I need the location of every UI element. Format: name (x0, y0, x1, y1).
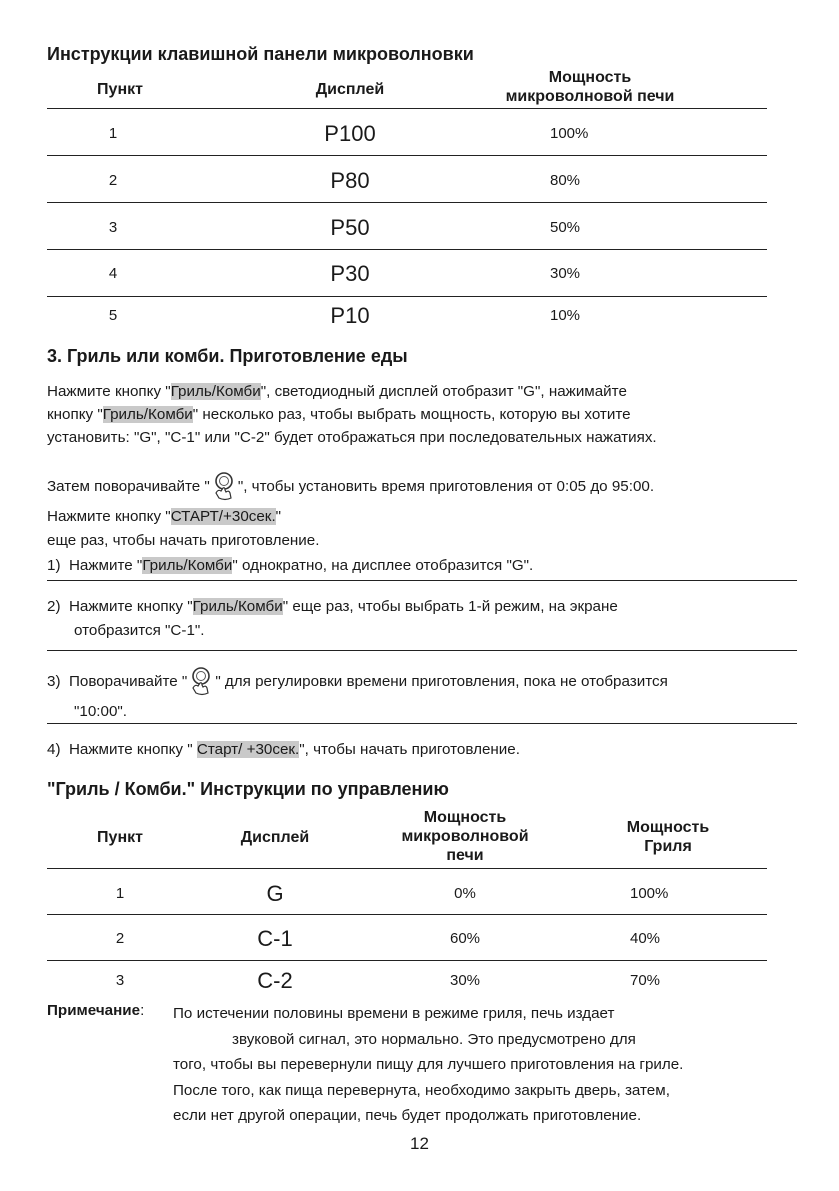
table-cell-mw-power: 30% (449, 972, 481, 989)
table-cell-display: P30 (330, 261, 370, 286)
section3-title: 3. Гриль или комби. Приготовление еды (47, 346, 408, 366)
table2-title: "Гриль / Комби." Инструкции по управлению (47, 779, 449, 799)
section3-paragraph-2: Затем поворачивайте " ", чтобы установить время приготовления от 0:05 до 95:00. (47, 471, 654, 501)
table-cell-grill-power: 40% (630, 930, 661, 947)
table-cell-item: 3 (115, 972, 125, 989)
table-cell-display: C-2 (257, 968, 293, 993)
button-label-start: СТАРТ/+30сек. (170, 508, 276, 525)
table-cell-item: 5 (108, 307, 118, 324)
table1-header-power: Мощность микроволновой печи (505, 69, 675, 105)
table1-rule (47, 249, 767, 250)
table1-rule (47, 155, 767, 156)
table-cell-mw-power: 0% (454, 885, 476, 902)
table-cell-power: 100% (550, 125, 589, 142)
table-cell-power: 30% (550, 265, 581, 282)
table-cell-item: 2 (115, 930, 125, 947)
step-divider (47, 650, 797, 651)
table-cell-item: 3 (108, 219, 118, 236)
table-cell-display: P100 (324, 121, 376, 146)
table-cell-mw-power: 60% (449, 930, 481, 947)
rotary-knob-icon (187, 666, 215, 696)
table-cell-item: 1 (115, 885, 125, 902)
table1-rule (47, 202, 767, 203)
table-cell-grill-power: 100% (630, 885, 669, 902)
table2-header-grill-power: Мощность Гриля (626, 819, 710, 855)
button-label-grill-combi: Гриль/Комби (192, 598, 283, 615)
note-text: По истечении половины времени в режиме гриля, печь издает звуковой сигнал, это нормально. Это предусмотрено для того, чтобы вы перевернули пищу для лучшего приготовления на гриле. После того, как пища перевернута, необходимо закрыть дверь, затем, если нет другой операции, печь будет продолжать приготовление. (173, 1005, 684, 1124)
table2-header-display: Дисплей (240, 829, 310, 846)
table-cell-power: 80% (550, 172, 581, 189)
table1-header-item: Пункт (97, 81, 143, 98)
note-label: Примечание: (47, 1002, 145, 1019)
button-label-start: Старт/ +30сек. (196, 741, 300, 758)
section3-paragraph-3: Нажмите кнопку "СТАРТ/+30сек." еще раз, чтобы начать приготовление. (47, 508, 320, 549)
button-label-grill-combi: Гриль/Комби (102, 406, 193, 423)
table1-header-display: Дисплей (315, 81, 385, 98)
table-cell-display: P80 (330, 168, 370, 193)
step-2: 2) Нажмите кнопку "Гриль/Комби" еще раз, чтобы выбрать 1-й режим, на экране отобразится "C-1". (47, 598, 618, 639)
table1-title: Инструкции клавишной панели микроволновки (47, 44, 474, 64)
button-label-grill-combi: Гриль/Комби (170, 383, 261, 400)
step-divider (47, 723, 797, 724)
table-cell-item: 2 (108, 172, 118, 189)
table-cell-power: 10% (550, 307, 581, 324)
table-cell-grill-power: 70% (630, 972, 661, 989)
table2-rule (47, 914, 767, 915)
button-label-grill-combi: Гриль/Комби (142, 557, 233, 574)
table-cell-display: G (266, 881, 284, 906)
table2-rule (47, 960, 767, 961)
page-number: 12 (410, 1134, 429, 1153)
table2-header-item: Пункт (97, 829, 143, 846)
table1-rule (47, 296, 767, 297)
table2-rule (47, 868, 767, 869)
step-1: 1) Нажмите "Гриль/Комби" однократно, на дисплее отобразится "G". (47, 557, 534, 574)
section3-paragraph-1: Нажмите кнопку "Гриль/Комби", светодиодный дисплей отобразит "G", нажимайте кнопку "Гриль/Комби" несколько раз, чтобы выбрать мощность, которую вы хотите установить: "G", "C-1" или "C-2" будет отображаться при последовательных нажатиях. (47, 383, 657, 446)
table-cell-power: 50% (550, 219, 581, 236)
table-cell-item: 1 (108, 125, 118, 142)
step-3: 3) Поворачивайте " " для регулировки времени приготовления, пока не отобразится "10:00". (47, 666, 668, 722)
table-cell-display: C-1 (257, 926, 293, 951)
rotary-knob-icon (210, 471, 238, 501)
table-cell-item: 4 (108, 265, 118, 282)
table1-rule (47, 108, 767, 109)
table2-header-mw-power: Мощность микроволновой печи (401, 809, 529, 864)
step-4: 4) Нажмите кнопку " Старт/ +30сек.", чтобы начать приготовление. (47, 741, 520, 758)
step-divider (47, 580, 797, 581)
table-cell-display: P10 (330, 303, 370, 328)
table-cell-display: P50 (330, 215, 370, 240)
